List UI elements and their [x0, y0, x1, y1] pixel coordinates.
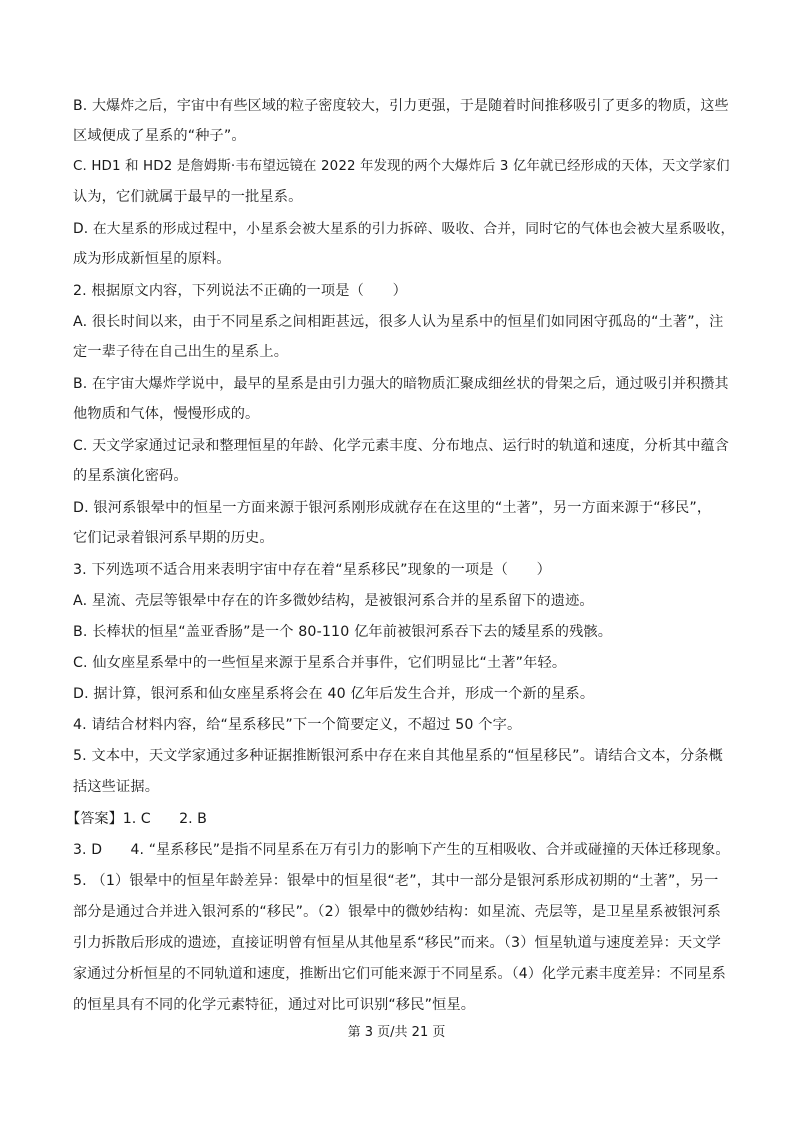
- option-c-line-2: 认为，它们就属于最早的一批星系。: [73, 189, 303, 205]
- q2-option-c-line-2: 的星系演化密码。: [73, 468, 188, 484]
- answer-1-2: 1. C 2. B: [122, 811, 207, 827]
- option-c-line-1: C. HD1 和 HD2 是詹姆斯·韦布望远镜在 2022 年发现的两个大爆炸后 3 亿年就已经形成的天体，天文学家们: [73, 159, 730, 174]
- answer-3-4: 3. D 4. “星系移民”是指不同星系在万有引力的影响下产生的互相吸收、合并或碰撞的天体迁移现象。: [73, 842, 730, 858]
- q2-option-d-line-1: D. 银河系银晕中的恒星一方面来源于银河系刚形成就存在在这里的“土著”，另一方面来源于“移民”，: [73, 500, 712, 516]
- option-d-line-2: 成为形成新恒星的原料。: [73, 251, 231, 267]
- answer-5-line-2: 部分是通过合并进入银河系的“移民”。（2）银晕中的微妙结构：如星流、壳层等，是卫星星系被银河系: [73, 904, 721, 920]
- option-b-line-2: 区域便成了星系的“种子”。: [73, 128, 246, 144]
- answer-line-1: [66, 809, 207, 829]
- question-2-stem: 2. 根据原文内容，下列说法不正确的一项是（ ）: [73, 283, 407, 299]
- q2-option-a-line-2: 定一辈子待在自己出生的星系上。: [73, 344, 289, 360]
- answer-5-line-5: 的恒星具有不同的化学元素特征，通过对比可识别“移民”恒星。: [73, 997, 476, 1013]
- question-5-stem-line-1: 5. 文本中，天文学家通过多种证据推断银河系中存在来自其他星系的“恒星移民”。请结合文本，分条概: [73, 748, 724, 764]
- q3-option-a: A. 星流、壳层等银晕中存在的许多微妙结构，是被银河系合并的星系留下的遗迹。: [73, 593, 594, 609]
- page-number-footer: 第 3 页/共 21 页: [347, 1025, 446, 1040]
- answer-5-line-3: 引力拆散后形成的遗迹，直接证明曾有恒星从其他星系“移民”而来。（3）恒星轨道与速度差异：天文学: [73, 935, 721, 951]
- q3-option-d: D. 据计算，银河系和仙女座星系将会在 40 亿年后发生合并，形成一个新的星系。: [73, 686, 595, 702]
- q3-option-c: C. 仙女座星系晕中的一些恒星来源于星系合并事件，它们明显比“土著”年轻。: [73, 655, 567, 671]
- q2-option-c-line-1: C. 天文学家通过记录和整理恒星的年龄、化学元素丰度、分布地点、运行时的轨道和速度，分析其中蕴含: [73, 438, 729, 454]
- q3-option-b: B. 长棒状的恒星“盖亚香肠”是一个 80-110 亿年前被银河系吞下去的矮星系的残骸。: [73, 624, 613, 640]
- answer-5-line-1: 5. （1）银晕中的恒星年龄差异：银晕中的恒星很“老”，其中一部分是银河系形成初期的“土著”，另一: [73, 873, 719, 889]
- q2-option-d-line-2: 它们记录着银河系早期的历史。: [73, 530, 274, 546]
- answer-5-line-4: 家通过分析恒星的不同轨道和速度，推断出它们可能来源于不同星系。（4）化学元素丰度差异：不同星系: [73, 966, 726, 982]
- q2-option-b-line-1: B. 在宇宙大爆炸学说中，最早的星系是由引力强大的暗物质汇聚成细丝状的骨架之后，通过吸引并积攒其: [73, 376, 729, 392]
- question-4-stem: 4. 请结合材料内容，给“星系移民”下一个简要定义，不超过 50 个字。: [73, 717, 522, 733]
- question-5-stem-line-2: 括这些证据。: [73, 779, 160, 795]
- answer-tag: 【答案】: [66, 811, 123, 827]
- question-3-stem: 3. 下列选项不适合用来表明宇宙中存在着“星系移民”现象的一项是（ ）: [73, 562, 551, 578]
- option-b-line-1: B. 大爆炸之后，宇宙中有些区域的粒子密度较大，引力更强，于是随着时间推移吸引了更多的物质，这些: [73, 98, 729, 114]
- option-d-line-1: D. 在大星系的形成过程中，小星系会被大星系的引力拆碎、吸收、合并，同时它的气体也会被大星系吸收，: [73, 221, 735, 237]
- q2-option-b-line-2: 他物质和气体，慢慢形成的。: [73, 406, 260, 422]
- q2-option-a-line-1: A. 很长时间以来，由于不同星系之间相距甚远，很多人认为星系中的恒星们如同困守孤岛的“土著”，注: [73, 314, 724, 330]
